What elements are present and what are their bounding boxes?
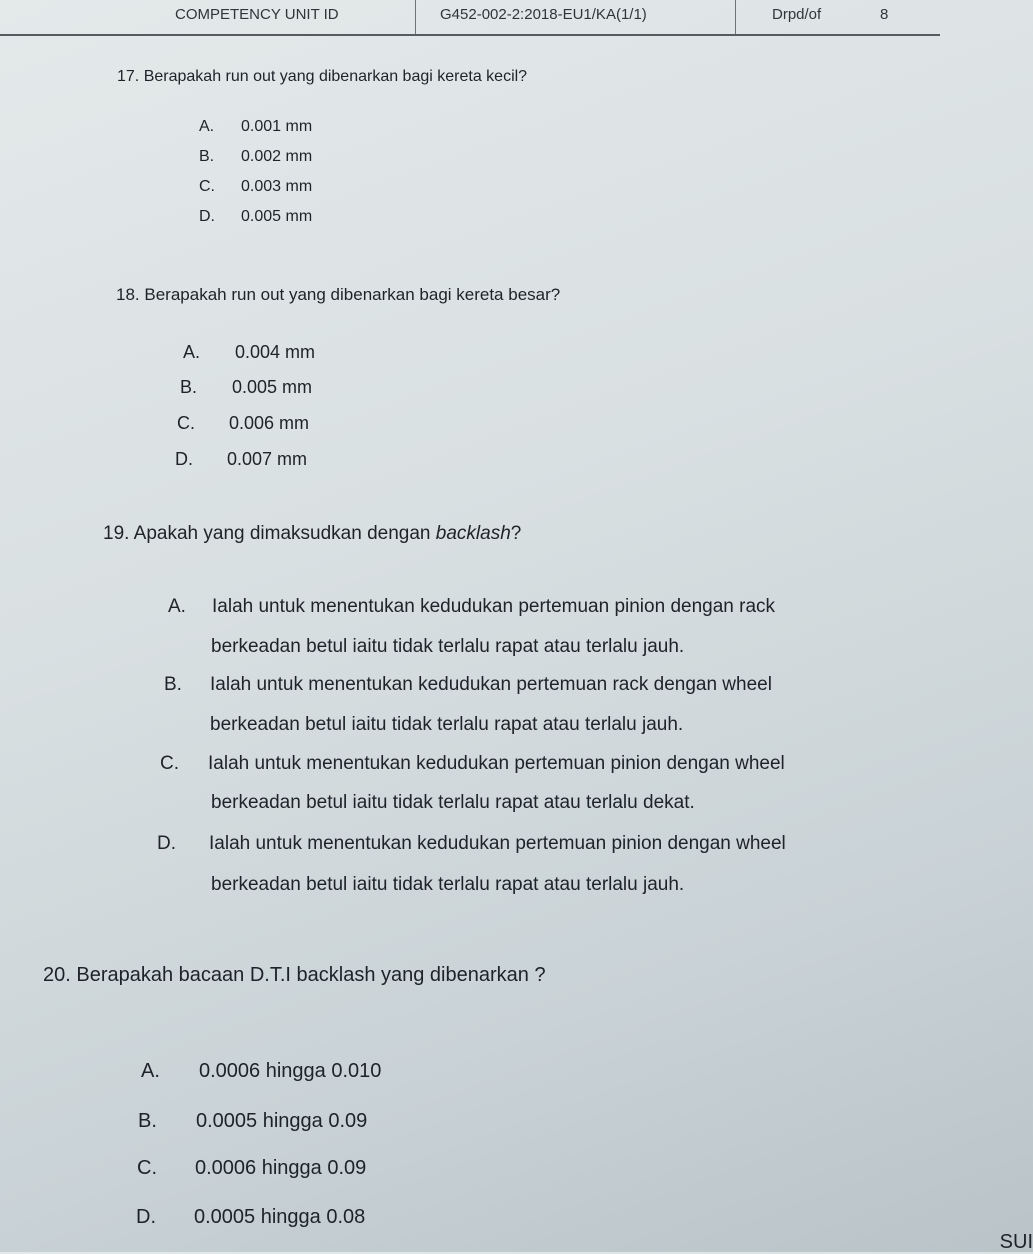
option-text: 0.005 mm	[232, 377, 313, 397]
option-letter: C.	[137, 1157, 157, 1179]
option-text: 0.007 mm	[227, 449, 308, 469]
question-19-option-a	[168, 596, 775, 618]
option-text: 0.0006 hingga 0.010	[199, 1060, 382, 1082]
question-19-option-a-continued: berkeadan betul iaitu tidak terlalu rapat atau terlalu jauh.	[211, 636, 685, 657]
page-corner-text: SUI	[999, 1231, 1033, 1253]
competency-unit-label: COMPETENCY UNIT ID	[175, 6, 339, 23]
option-text: Ialah untuk menentukan kedudukan pertemuan pinion dengan wheel	[208, 753, 785, 774]
question-17	[117, 68, 527, 86]
question-19-option-c	[160, 753, 785, 775]
question-text: Berapakah bacaan D.T.I backlash yang dibenarkan ?	[76, 964, 546, 986]
option-letter: D.	[199, 208, 215, 225]
question-18-option-b	[180, 377, 312, 398]
question-18-option-c	[177, 413, 309, 434]
question-17-option-b	[199, 148, 312, 166]
question-19-option-b-continued: berkeadan betul iaitu tidak terlalu rapat atau terlalu jauh.	[210, 714, 684, 735]
question-17-option-a	[199, 118, 312, 136]
option-text: 0.003 mm	[241, 178, 313, 195]
question-20-option-a	[141, 1060, 381, 1083]
question-17-option-c	[199, 178, 312, 196]
option-letter: D.	[175, 449, 193, 469]
option-letter: B.	[180, 377, 198, 397]
option-text: 0.004 mm	[235, 342, 316, 362]
option-text: 0.002 mm	[241, 148, 313, 165]
option-letter: A.	[168, 596, 186, 617]
question-19	[103, 523, 521, 545]
question-20-option-b	[138, 1110, 367, 1133]
option-letter: D.	[157, 833, 176, 854]
question-20-option-d	[136, 1206, 365, 1229]
option-text: 0.0005 hingga 0.09	[196, 1110, 368, 1132]
option-letter: C.	[160, 753, 179, 774]
option-text: Ialah untuk menentukan kedudukan pertemuan pinion dengan wheel	[209, 833, 786, 854]
question-19-option-c-continued: berkeadan betul iaitu tidak terlalu rapat atau terlalu dekat.	[211, 792, 695, 813]
question-18-option-d	[175, 449, 307, 470]
option-letter: A.	[199, 118, 215, 135]
option-letter: C.	[199, 178, 215, 195]
page-label: Drpd/of	[772, 6, 822, 23]
question-emphasis: backlash	[435, 523, 511, 544]
option-letter: A.	[141, 1060, 160, 1082]
question-text: Berapakah run out yang dibenarkan bagi kereta besar?	[144, 285, 561, 304]
question-end: ?	[510, 523, 522, 544]
question-18	[116, 285, 560, 305]
option-text: 0.001 mm	[241, 118, 313, 135]
option-text: Ialah untuk menentukan kedudukan pertemuan rack dengan wheel	[210, 674, 772, 695]
header-divider	[735, 0, 736, 34]
question-17-option-d	[199, 208, 312, 226]
option-letter: B.	[138, 1110, 157, 1132]
option-letter: A.	[183, 342, 201, 362]
question-18-option-a	[183, 342, 315, 363]
question-19-option-d	[157, 833, 786, 855]
question-20	[43, 964, 546, 987]
page-number: 8	[880, 6, 889, 23]
option-text: 0.005 mm	[241, 208, 313, 225]
question-19-option-d-continued: berkeadan betul iaitu tidak terlalu rapat atau terlalu jauh.	[211, 874, 685, 895]
option-letter: C.	[177, 413, 195, 433]
question-number: 18.	[116, 285, 140, 304]
question-number: 20.	[43, 964, 71, 986]
question-text: Apakah yang dimaksudkan dengan	[133, 523, 431, 544]
option-letter: B.	[199, 148, 215, 165]
option-text: 0.006 mm	[229, 413, 310, 433]
header-divider	[415, 0, 416, 34]
option-text: 0.0006 hingga 0.09	[195, 1157, 367, 1179]
question-number: 17.	[117, 68, 140, 85]
competency-unit-code: G452-002-2:2018-EU1/KA(1/1)	[440, 6, 647, 23]
option-letter: B.	[164, 674, 182, 695]
option-text: 0.0005 hingga 0.08	[194, 1206, 366, 1228]
question-19-option-b	[164, 674, 772, 696]
option-letter: D.	[136, 1206, 156, 1228]
document-header	[0, 0, 940, 36]
question-20-option-c	[137, 1157, 366, 1180]
question-number: 19.	[103, 523, 130, 544]
option-text: Ialah untuk menentukan kedudukan pertemuan pinion dengan rack	[212, 596, 776, 617]
question-text: Berapakah run out yang dibenarkan bagi kereta kecil?	[143, 68, 528, 85]
